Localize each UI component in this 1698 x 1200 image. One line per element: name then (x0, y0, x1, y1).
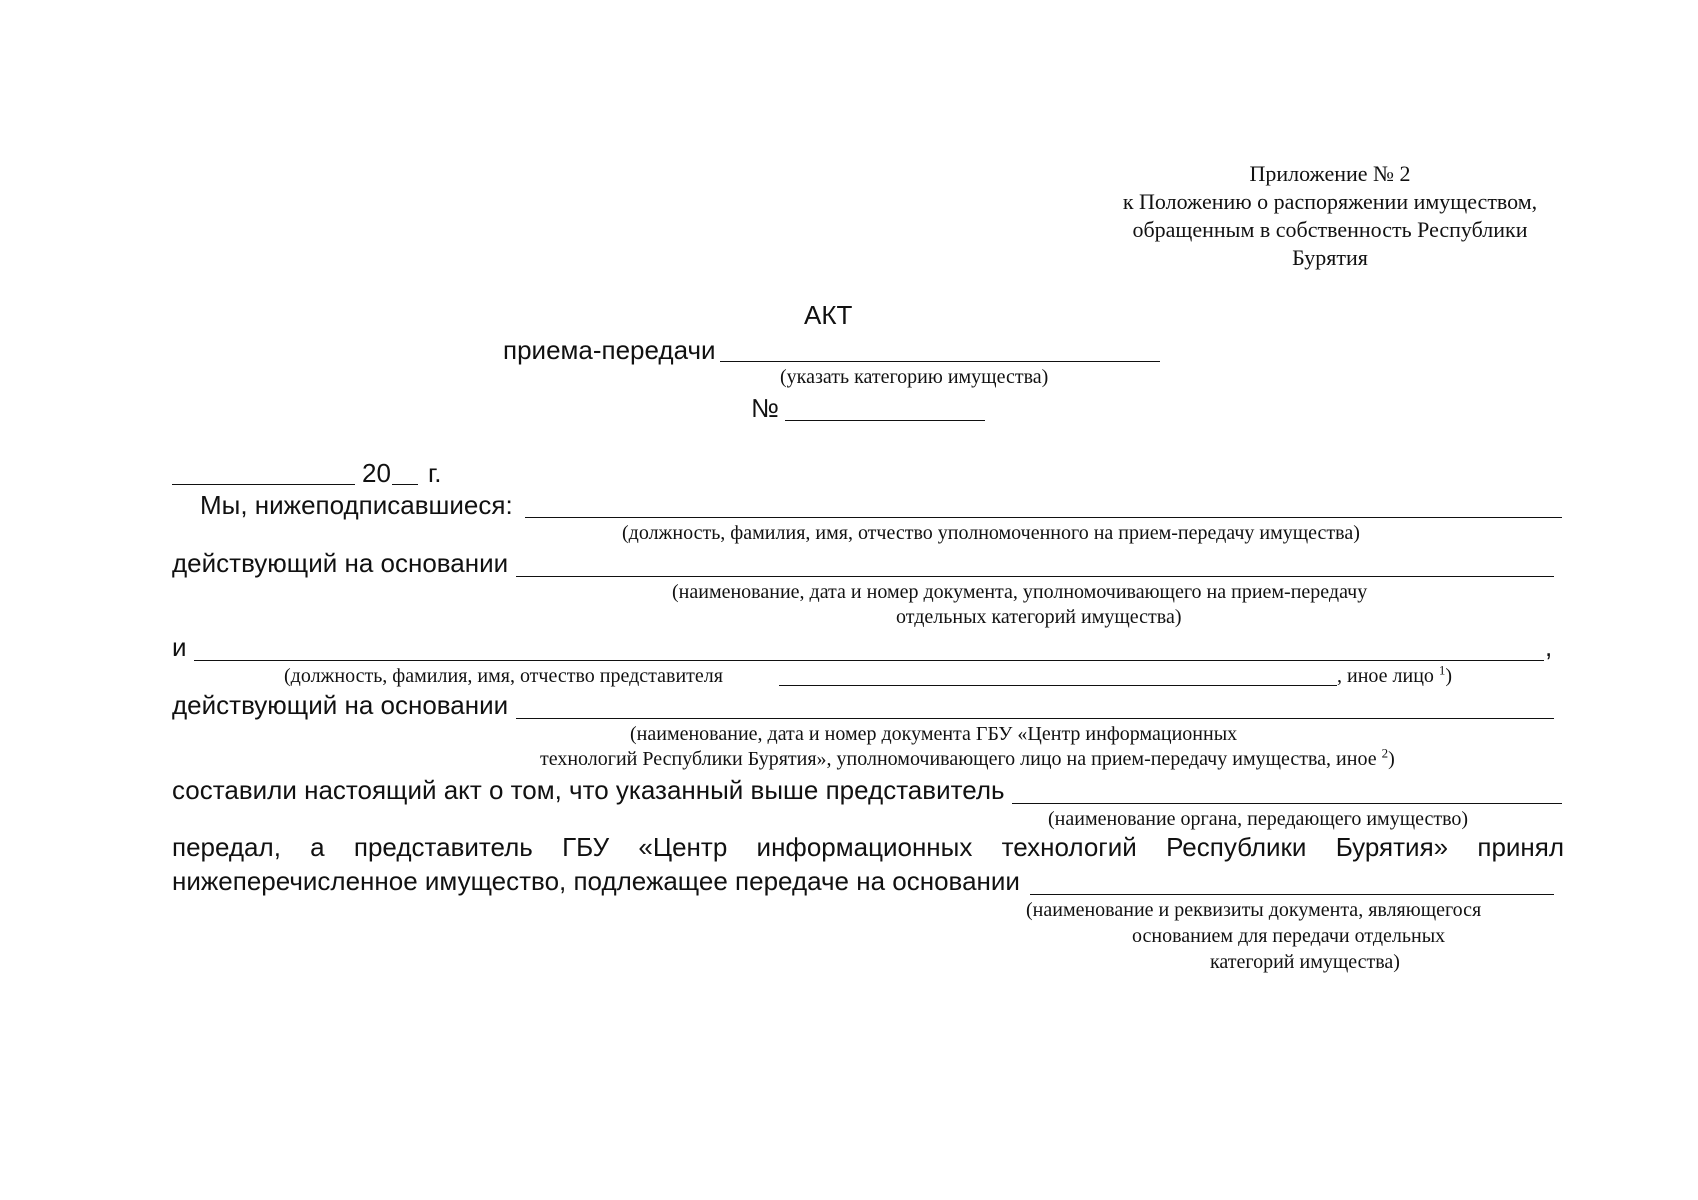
representative-other-line[interactable] (779, 685, 1337, 686)
we-signed-label: Мы, нижеподписавшиеся: (200, 490, 513, 520)
word-7: технологий (1001, 832, 1137, 862)
authorized-person-hint: (должность, фамилия, имя, отчество уполномоченного на прием-передачу имущества) (622, 522, 1360, 544)
date-day-month-line[interactable] (172, 484, 355, 485)
representative-hint-close: ) (1445, 665, 1453, 687)
property-listed-label: нижеперечисленное имущество, подлежащее передаче на основании (172, 866, 1020, 896)
document-hint-2a: (наименование, дата и номер документа ГБУ «Центр информационных (630, 723, 1238, 745)
reception-label: приема-передачи (503, 335, 716, 365)
word-2: а (310, 832, 325, 862)
basis-hint-b: основанием для передачи отдельных (1132, 925, 1446, 947)
number-field-line[interactable] (785, 420, 985, 421)
word-5: «Центр (638, 832, 728, 862)
compiled-label: составили настоящий акт о том, что указанный выше представитель (172, 775, 1005, 805)
acting-basis-label-2: действующий на основании (172, 690, 509, 720)
footnote-1: 1 (1438, 662, 1446, 678)
representative-hint-b: , иное лицо (1337, 665, 1434, 687)
word-6: информационных (756, 832, 973, 862)
basis-hint-a: (наименование и реквизиты документа, являющегося (1026, 899, 1482, 921)
basis-document-line[interactable] (1030, 894, 1554, 895)
appendix-reference: к Положению о распоряжении имуществом, (1122, 189, 1538, 214)
act-title: АКТ (804, 300, 853, 330)
document-hint-1a: (наименование, дата и номер документа, уполномочивающего на прием-передачу (672, 581, 1368, 603)
date-year-prefix: 20 (362, 458, 391, 488)
appendix-reference-end: Бурятия (1292, 245, 1368, 270)
appendix-number: Приложение № 2 (1249, 161, 1411, 186)
authorized-person-line[interactable] (525, 517, 1562, 518)
appendix-block (1040, 160, 1620, 272)
document-hint-2b: технологий Республики Бурятия», уполномочивающего лицо на прием-передачу имущества, иное (540, 748, 1377, 770)
representative-hint-b-wrap (1337, 662, 1453, 688)
basis-hint-c: категорий имущества) (1210, 951, 1400, 973)
document-hint-2b-wrap (540, 745, 1395, 771)
category-field-line[interactable] (720, 361, 1160, 362)
representative-comma: , (1545, 632, 1553, 662)
organ-hint: (наименование органа, передающего имущество) (1048, 808, 1469, 830)
representative-line[interactable] (194, 660, 1544, 661)
word-1: передал, (172, 832, 281, 862)
document-hint-2-close: ) (1388, 748, 1395, 770)
organ-field-line[interactable] (1012, 803, 1562, 804)
word-8: Республики (1166, 832, 1307, 862)
word-3: представитель (353, 832, 533, 862)
date-year-line[interactable] (392, 484, 418, 485)
word-4: ГБУ (562, 832, 610, 862)
number-sign: № (751, 393, 779, 423)
acting-basis-line-2[interactable] (516, 718, 1554, 719)
transferred-statement (172, 832, 1564, 863)
word-9: Бурятия» (1335, 832, 1449, 862)
word-10: принял (1477, 832, 1565, 862)
and-label: и (172, 632, 187, 662)
representative-hint-a: (должность, фамилия, имя, отчество представителя (284, 665, 723, 687)
date-year-suffix: г. (428, 458, 442, 488)
document-hint-1b: отдельных категорий имущества) (896, 606, 1182, 628)
acting-basis-label-1: действующий на основании (172, 548, 509, 578)
footnote-2: 2 (1381, 745, 1389, 761)
acting-basis-line-1[interactable] (516, 576, 1554, 577)
appendix-reference-cont: обращенным в собственность Республики (1132, 217, 1528, 242)
category-hint: (указать категорию имущества) (780, 366, 1049, 388)
